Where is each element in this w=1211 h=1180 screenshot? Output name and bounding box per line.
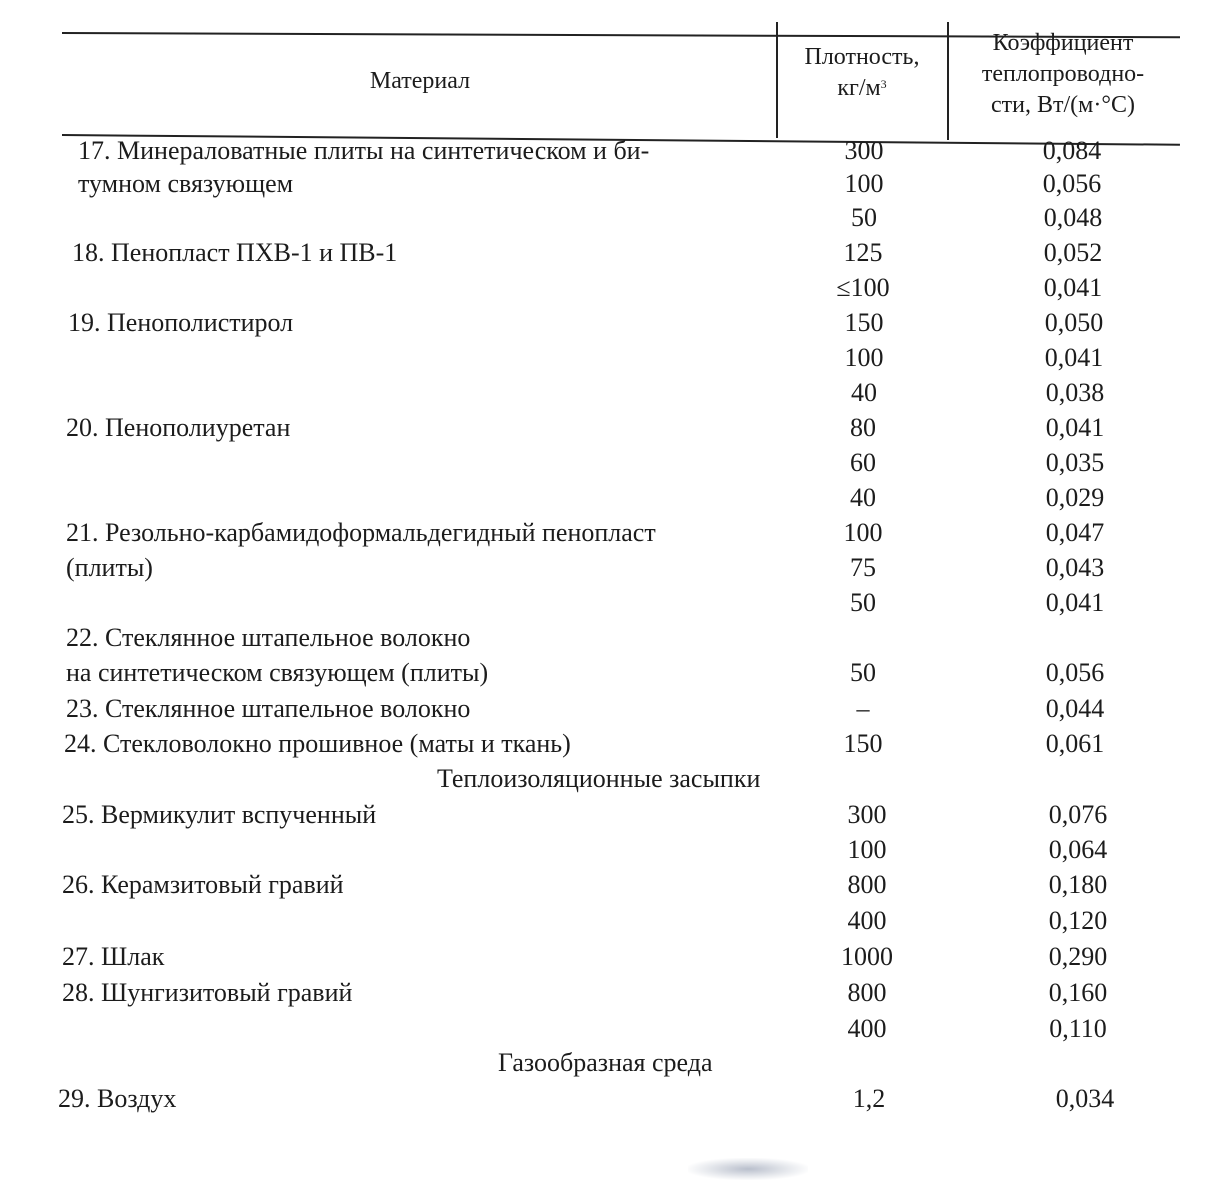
density-value: 800 — [847, 978, 887, 1007]
coefficient-value: 0,084 — [1042, 136, 1102, 165]
density-value: ≤100 — [836, 273, 890, 302]
density-value: 100 — [843, 518, 883, 547]
coefficient-value: 0,110 — [1049, 1014, 1107, 1043]
coefficient-value: 0,047 — [1045, 518, 1105, 547]
density-value: 60 — [850, 448, 876, 477]
density-value: 50 — [851, 203, 877, 232]
material-name: 23. Стеклянное штапельное волокно — [66, 694, 471, 723]
material-name: 29. Воздух — [58, 1084, 177, 1113]
material-name: 19. Пенополистирол — [68, 308, 294, 337]
material-name: 26. Керамзитовый гравий — [62, 870, 344, 899]
density-value: 100 — [844, 169, 884, 198]
density-value: 800 — [847, 870, 887, 899]
header-coef-line3: сти, Вт/(м·°С) — [991, 92, 1135, 118]
header-divider-2 — [947, 22, 949, 140]
density-value: 400 — [847, 906, 887, 935]
scan-smudge — [688, 1158, 808, 1180]
density-value: – — [856, 694, 870, 723]
material-name: 25. Вермикулит вспученный — [62, 800, 377, 829]
density-value: 50 — [850, 658, 876, 687]
coefficient-value: 0,038 — [1045, 378, 1105, 407]
material-name: 21. Резольно-карбамидоформальдегидный пенопласт — [66, 518, 656, 547]
density-value: 150 — [844, 308, 884, 337]
header-coef-line1: Коэффициент — [992, 30, 1134, 56]
density-value: 1000 — [841, 942, 893, 971]
coefficient-value: 0,180 — [1048, 870, 1108, 899]
coefficient-value: 0,029 — [1045, 483, 1105, 512]
coefficient-value: 0,056 — [1042, 169, 1102, 198]
density-value: 40 — [850, 483, 876, 512]
material-name: 28. Шунгизитовый гравий — [62, 978, 353, 1007]
material-name: на синтетическом связующем (плиты) — [66, 658, 489, 687]
coefficient-value: 0,041 — [1045, 413, 1105, 442]
coefficient-value: 0,052 — [1043, 238, 1103, 267]
section-title-backfill: Теплоизоляционные засыпки — [437, 764, 761, 793]
density-value: 300 — [847, 800, 887, 829]
coefficient-value: 0,044 — [1045, 694, 1105, 723]
material-name: тумном связующем — [78, 169, 294, 198]
material-name: 18. Пенопласт ПХВ-1 и ПВ-1 — [72, 238, 398, 267]
coefficient-value: 0,290 — [1048, 942, 1108, 971]
coefficient-value: 0,048 — [1043, 203, 1103, 232]
coefficient-value: 0,120 — [1048, 906, 1108, 935]
header-density-line2 — [780, 73, 944, 104]
header-density-unit: кг/м — [837, 75, 881, 101]
density-value: 400 — [847, 1014, 887, 1043]
density-value: 100 — [847, 835, 887, 864]
coefficient-value: 0,041 — [1044, 343, 1104, 372]
coefficient-value: 0,035 — [1045, 448, 1105, 477]
material-name: 24. Стекловолокно прошивное (маты и ткань) — [64, 729, 571, 758]
header-density-sup: 3 — [880, 77, 887, 91]
coefficient-value: 0,076 — [1048, 800, 1108, 829]
density-value: 80 — [850, 413, 876, 442]
density-value: 50 — [850, 588, 876, 617]
density-value: 150 — [843, 729, 883, 758]
material-name: (плиты) — [66, 553, 153, 582]
header-coef-line2: теплопроводно- — [981, 61, 1145, 87]
density-value: 300 — [844, 136, 884, 165]
header-density-line1: Плотность, — [804, 44, 920, 70]
material-name: 27. Шлак — [62, 942, 165, 971]
material-name: 20. Пенополиуретан — [66, 413, 291, 442]
coefficient-value: 0,034 — [1055, 1084, 1115, 1113]
coefficient-value: 0,050 — [1044, 308, 1104, 337]
density-value: 1,2 — [852, 1084, 886, 1113]
density-value: 40 — [851, 378, 877, 407]
coefficient-value: 0,064 — [1048, 835, 1108, 864]
coefficient-value: 0,056 — [1045, 658, 1105, 687]
density-value: 75 — [850, 553, 876, 582]
coefficient-value: 0,160 — [1048, 978, 1108, 1007]
coefficient-value: 0,061 — [1045, 729, 1105, 758]
header-coefficient — [950, 28, 1176, 121]
coefficient-value: 0,041 — [1043, 273, 1103, 302]
coefficient-value: 0,043 — [1045, 553, 1105, 582]
header-material: Материал — [369, 68, 471, 94]
header-divider-1 — [776, 22, 778, 138]
density-value: 125 — [843, 238, 883, 267]
material-name: 17. Минераловатные плиты на синтетическом и би- — [78, 136, 650, 165]
coefficient-value: 0,041 — [1045, 588, 1105, 617]
density-value: 100 — [844, 343, 884, 372]
header-density — [780, 42, 944, 104]
material-name: 22. Стеклянное штапельное волокно — [66, 623, 471, 652]
section-title-gas: Газообразная среда — [498, 1048, 713, 1077]
